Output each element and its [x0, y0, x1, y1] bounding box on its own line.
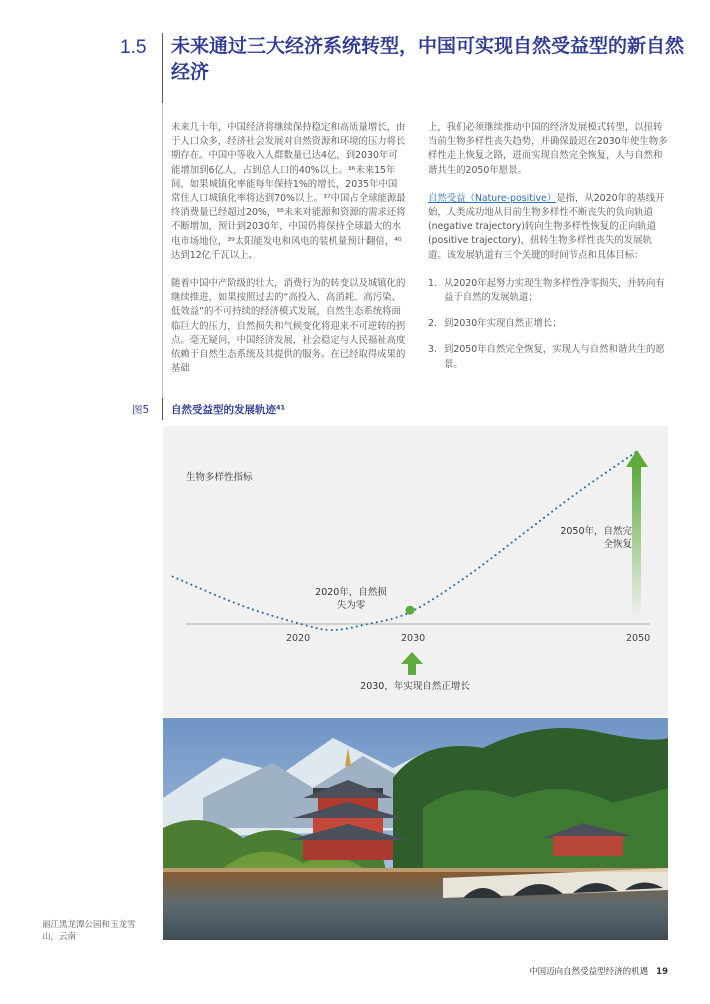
figure-label: 图5: [132, 404, 150, 416]
paragraph: 未来几十年，中国经济将继续保持稳定和高质量增长，由于人口众多，经济社会发展对自然资源和环境的压力将长期存在。中国中等收入人群数量已达4亿，到2030年可能增加到6亿人，占到总人口的40%以上。³⁶未来15年间，如果城镇化率能每年保持1%的增长，2035年中国常住人口城镇化率将达到70%以上。³⁷中国占全球能源最终消费量已经超过20%，³⁸未来对能源和资源的需求还将不断增加，预计到2030年，中国仍将保持全球最大的水电市场地位，³⁹太阳能发电和风电的装机量预计翻倍，⁴⁰达到12亿千瓦以上。: [171, 122, 406, 261]
page-number: 19: [656, 967, 668, 977]
list-number: 1.: [428, 277, 437, 289]
figure-title: 自然受益型的发展轨迹⁴¹: [171, 404, 286, 416]
x-tick-label: 2020: [286, 633, 311, 644]
annotation-2030: 2030，年实现自然正增长: [360, 681, 470, 692]
y-axis-label: 生物多样性指标: [186, 472, 253, 483]
list-number: 2.: [428, 318, 437, 330]
x-tick-label: 2030: [401, 633, 426, 644]
paragraph: 上，我们必须继续推动中国的经济发展模式转型，以扭转当前生物多样性丧失趋势，并确保最迟在2030年使生物多样性走上恢复之路，进而实现自然完全恢复，人与自然和谐共生的2050年愿景。: [428, 122, 668, 176]
list-text: 到2050年自然完全恢复，实现人与自然和谐共生的愿景。: [444, 344, 665, 370]
list-text: 从2020年起努力实现生物多样性净零损失，并转向有益于自然的发展轨道；: [444, 277, 665, 304]
page-title: 未来通过三大经济系统转型，中国可实现自然受益型的新自然经济: [171, 35, 685, 83]
paragraph: 随着中国中产阶级的壮大，消费行为的转变以及城镇化的继续推进，如果按照过去的“高投入、高消耗、高污染、低效益”的不可持续的经济模式发展，自然生态系统将面临巨大的压力，自然损失和气候变化将迎来不可逆转的拐点。毫无疑问，中国经济发展，社会稳定与人民福祉高度依赖于自然生态系统及其提供的服务。在已经取得成果的基础: [171, 278, 406, 375]
positive-growth-arrow: [401, 652, 423, 675]
lijiang-photo: [163, 718, 668, 940]
photo-caption: 丽江黑龙潭公园和玉龙雪山，云南: [42, 920, 136, 942]
annotation-2020: 2020年，自然损失为零: [315, 587, 387, 611]
nature-positive-link[interactable]: 自然受益（Nature-positive）: [428, 192, 557, 204]
list-text: 到2030年实现自然正增长；: [444, 318, 562, 330]
list-number: 3.: [428, 344, 437, 356]
section-number: 1.5: [120, 37, 147, 58]
definition-text: 是指，从2020年的基线开始，人类成功地从目前生物多样性不断丧失的负向轨道(negative trajectory)转向生物多样性恢复的正向轨道(positive trajectory)，扭转生物多样性丧失的发展轨道。该发展轨道有三个关键的时间节点和具体目标：: [428, 192, 665, 261]
zero-loss-marker: [406, 606, 415, 615]
footer-title: 中国迈向自然受益型经济的机遇: [529, 967, 649, 977]
x-tick-label: 2050: [626, 633, 651, 644]
page-footer: [529, 965, 668, 977]
recovery-arrow-shaft: [632, 466, 641, 618]
annotation-2050: 2050年，自然完全恢复: [560, 526, 632, 550]
recovery-arrow-head: [626, 450, 648, 467]
